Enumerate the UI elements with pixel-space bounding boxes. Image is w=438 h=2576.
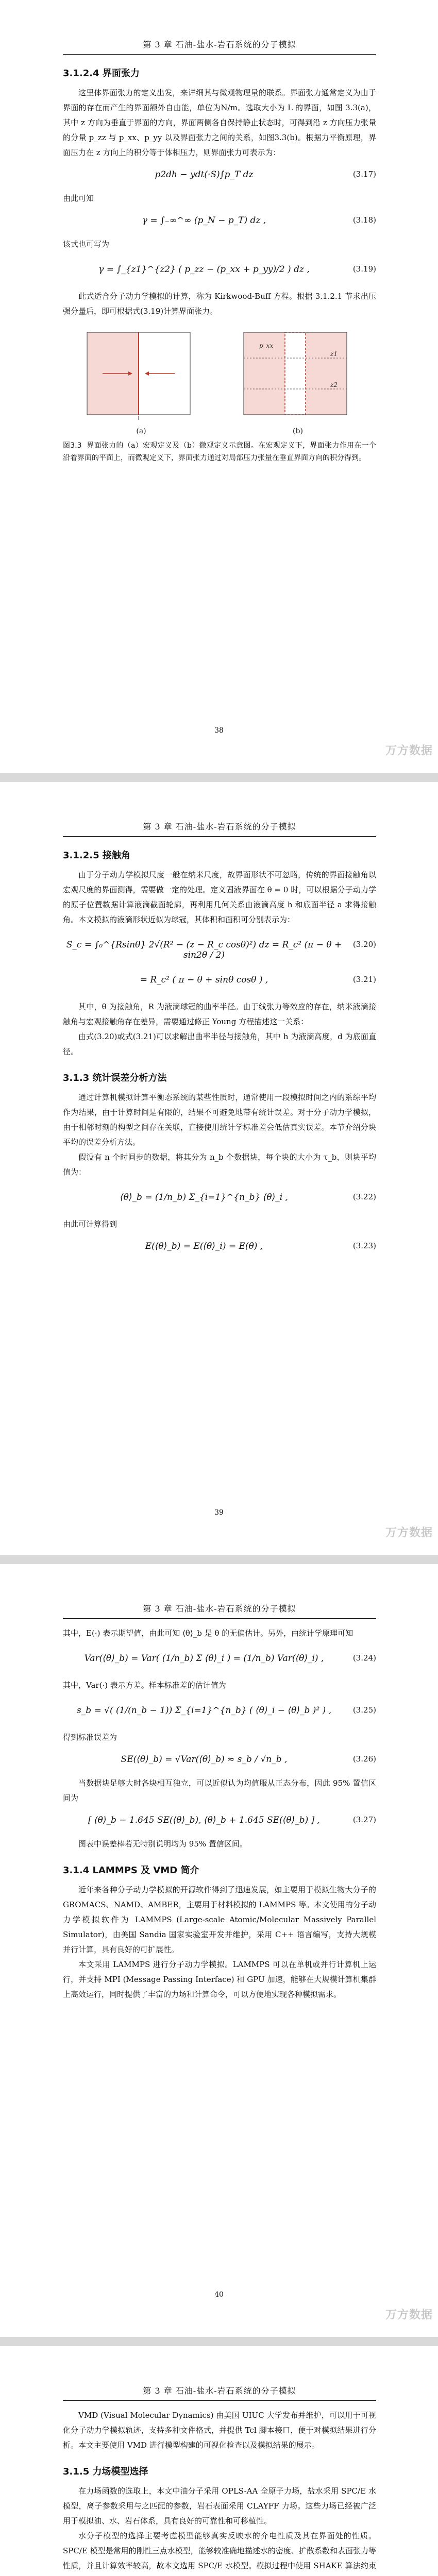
caption-text: 界面张力的（a）宏观定义及（b）微观定义示意图。在宏观定义下，界面张力作用在一个沿着界面的平面上，而微观定义下，界面张力通过对局部压力张量在垂直界面方向的积分得到。 bbox=[63, 442, 376, 462]
paragraph: 此式适合分子动力学模拟的计算，称为 Kirkwood-Buff 方程。根据 3.1.2.1 节求出压强分量后，即可根据式(3.19)计算界面张力。 bbox=[63, 292, 376, 316]
caption-label: 图3.3 bbox=[63, 442, 82, 450]
equation-body: γ = ∫₋∞^∞ (p_N − p_T) dz , bbox=[142, 215, 266, 226]
equation bbox=[63, 1182, 376, 1215]
equation bbox=[63, 1695, 376, 1728]
figure-panel-b bbox=[228, 327, 367, 435]
panel-b-diagram bbox=[228, 327, 362, 425]
equation-body: Var(⟨θ⟩_b) = Var( (1/n_b) Σ ⟨θ⟩_i ) = (1/n_b) Var(⟨θ⟩_i) , bbox=[84, 1653, 324, 1664]
equation-number: (3.19) bbox=[352, 264, 376, 274]
equation-number: (3.20) bbox=[352, 940, 376, 949]
panel-b-label: (b) bbox=[293, 427, 303, 435]
page-number: 40 bbox=[214, 2291, 224, 2299]
equation-number: (3.17) bbox=[352, 170, 376, 179]
paragraph: 假设有 n 个时间步的数据，将其分为 n_b 个数据块，每个块的大小为 τ_b，则块平均值为： bbox=[63, 1153, 376, 1177]
paragraph: 由此可计算得到 bbox=[63, 1219, 117, 1229]
paragraph: 由于分子动力学模拟尺度一般在纳米尺度，故界面形状不可忽略，传统的界面接触角以宏观尺度的界面测得，需要做一定的处理。定义固液界面在 θ = 0 时，可以根据分子动力学的原子位置数据计算液滴截面轮廓，再利用几何关系由液滴高度 h 和底面半径 a 求得接触角。本文模拟的液滴形状近似为球冠，其体积和面积可分别表示为： bbox=[63, 870, 376, 924]
paragraph: 由式(3.20)或式(3.21)可以求解出曲率半径与接触角，其中 h 为液滴高度，d 为底面直径。 bbox=[63, 1032, 376, 1056]
paragraph: VMD (Visual Molecular Dynamics) 由美国 UIUC 大学发布并维护，可以用于可视化分子动力学模拟轨迹，支持多种文件格式，并提供 Tcl 脚本接口，便于对模拟结果进行分析。本文主要使用 VMD 进行模型构建的可视化检查以及模拟结果的展示。 bbox=[63, 2411, 376, 2450]
section-heading: 3.1.2.5 接触角 bbox=[63, 850, 130, 861]
equation bbox=[63, 1808, 376, 1835]
paragraph: 水分子模型的选择主要考虑模型能够真实反映水的介电性质及其在界面处的性质。SPC/E 模型是常用的刚性三点水模型，能够较准确地描述水的密度、扩散系数和表面张力等性质，并且计算效率较高，故本文选用 SPC/E 水模型。模拟过程中使用 SHAKE 算法约束 bbox=[63, 2531, 376, 2570]
paragraph: 当数据块足够大时各块相互独立，可以近似认为均值服从正态分布，因此 95% 置信区间为 bbox=[63, 1778, 376, 1803]
paragraph: 本文采用 LAMMPS 进行分子动力学模拟。LAMMPS 可以在单机或并行计算机上运行，并支持 MPI (Message Passing Interface) 和 GPU 加速，能够在大规模计算机集群上高效运行，同时提供了丰富的力场和计算命令，可以方便地实现各种模拟需求。 bbox=[63, 1960, 376, 1999]
equation-body: S_c = ∫₀^{Rsinθ} 2√(R² − (z − R_c cosθ)²) dz = R_c² (π − θ + sin2θ / 2) bbox=[66, 940, 342, 960]
equation-body: [ ⟨θ⟩_b − 1.645 SE(⟨θ⟩_b), ⟨θ⟩_b + 1.645 SE(⟨θ⟩_b) ] , bbox=[88, 1815, 321, 1825]
paragraph: 图表中误差棒若无特别说明均为 95% 置信区间。 bbox=[78, 1839, 247, 1849]
equation bbox=[63, 208, 376, 235]
panel-b-tag-z2: z2 bbox=[330, 381, 338, 388]
page-39 bbox=[0, 782, 438, 1555]
running-head: 第 3 章 石油-盐水-岩石系统的分子模拟 bbox=[63, 2346, 376, 2401]
paragraph: 这里体界面张力的定义出发，来详细其与微观物理量的联系。界面张力通常定义为由于界面的存在而产生的界面额外自由能，单位为N/m。选取大小为 L 的界面，如图 3.3(a)，其中 z 方向为垂直于界面的方向，界面两侧各自保持静止状态时，可得到沿 z 方向压力张量的分量 p_zz 与 p_xx、p_yy 以及界面张力之间的关系，如图3.3(b)。根据力平衡原理，界面压力在 z 方向上的积分等于体相压力，则界面张力可表示为： bbox=[63, 88, 376, 157]
running-head: 第 3 章 石油-盐水-岩石系统的分子模拟 bbox=[63, 782, 376, 837]
equation bbox=[63, 1747, 376, 1774]
panel-a-label: (a) bbox=[136, 427, 146, 435]
page-number: 38 bbox=[214, 726, 224, 735]
panel-a-diagram bbox=[72, 327, 206, 425]
paragraph: 近年来各种分子动力学模拟的开源软件得到了迅速发展，如主要用于模拟生物大分子的 GROMACS、NAMD、AMBER，主要用于材料模拟的 LAMMPS 等。本文使用的分子动力学模拟软件为 LAMMPS (Large-scale Atomic/Molecular Massively Parallel Simulator)，由美国 Sandia 国家实验室开发并维护，采用 C++ 语言编写，支持大规模并行计算，具有良好的可扩展性。 bbox=[63, 1885, 376, 1954]
equation-number: (3.27) bbox=[352, 1815, 376, 1824]
panel-b-tag-pxx: p_xx bbox=[259, 342, 274, 349]
paragraph: 其中，Var(·) 表示方差。样本标准差的估计值为 bbox=[63, 1681, 226, 1690]
page-number: 39 bbox=[214, 1509, 224, 1517]
equation bbox=[63, 1643, 376, 1676]
running-head: 第 3 章 石油-盐水-岩石系统的分子模拟 bbox=[63, 0, 376, 55]
page-40 bbox=[0, 1564, 438, 2337]
paragraph: 得到标准误差为 bbox=[63, 1733, 117, 1742]
equation-number: (3.26) bbox=[352, 1754, 376, 1764]
watermark: 万方数据 bbox=[385, 2309, 433, 2321]
equation-body: p2dh − ydt(·S)∫p_T dz bbox=[155, 170, 254, 180]
equation-number: (3.23) bbox=[352, 1241, 376, 1250]
paragraph: 其中，E(·) 表示期望值，由此可知 ⟨θ⟩_b 是 θ 的无偏估计。另外，由统计学原理可知 bbox=[63, 1629, 353, 1638]
figure-3-3 bbox=[63, 327, 376, 435]
equation-body: SE(⟨θ⟩_b) = √Var(⟨θ⟩_b) ≈ s_b / √n_b , bbox=[121, 1754, 288, 1765]
equation-number: (3.25) bbox=[352, 1705, 376, 1715]
equation-body: s_b = √( (1/(n_b − 1)) Σ_{i=1}^{n_b} ( ⟨θ⟩_i − ⟨θ⟩_b )² ) , bbox=[76, 1705, 332, 1716]
section-heading: 3.1.5 力场模型选择 bbox=[63, 2466, 148, 2477]
equation-number: (3.22) bbox=[352, 1192, 376, 1201]
equation bbox=[63, 1234, 376, 1261]
section-heading: 3.1.3 统计误差分析方法 bbox=[63, 1073, 167, 1083]
paragraph: 在力场函数的选取上，本文中油分子采用 OPLS-AA 全原子力场，盐水采用 SPC/E 水模型，离子参数采用与之匹配的参数，岩石表面采用 CLAYFF 力场。这些力场已经被广泛用于模拟油、水、岩石体系，具有良好的可靠性和可移植性。 bbox=[63, 2486, 376, 2526]
equation bbox=[63, 964, 376, 997]
equation-body: γ = ∫_{z1}^{z2} ( p_zz − (p_xx + p_yy)/2 ) dz , bbox=[98, 264, 310, 275]
page-38 bbox=[0, 0, 438, 773]
watermark: 万方数据 bbox=[385, 1527, 433, 1539]
paragraph: 其中，θ 为接触角，R 为液滴球冠的曲率半径。由于线张力等效应的存在，纳米液滴接触角与宏观接触角存在差异，需要通过修正 Young 方程描述这一关系： bbox=[63, 1002, 376, 1026]
equation-body: ⟨θ⟩_b = (1/n_b) Σ_{i=1}^{n_b} ⟨θ⟩_i , bbox=[120, 1192, 288, 1202]
watermark: 万方数据 bbox=[385, 744, 433, 757]
figure-caption bbox=[63, 439, 376, 464]
equation-number: (3.21) bbox=[352, 975, 376, 984]
equation-number: (3.24) bbox=[352, 1653, 376, 1663]
section-heading: 3.1.2.4 界面张力 bbox=[63, 68, 140, 79]
equation bbox=[63, 929, 376, 962]
paragraph: 由此可知 bbox=[63, 194, 94, 203]
equation-number: (3.18) bbox=[352, 215, 376, 225]
figure-panel-a bbox=[72, 327, 211, 435]
equation bbox=[63, 254, 376, 287]
page-41 bbox=[0, 2346, 438, 2576]
equation-body: = R_c² ( π − θ + sinθ cosθ ) , bbox=[140, 975, 268, 985]
running-head: 第 3 章 石油-盐水-岩石系统的分子模拟 bbox=[63, 1564, 376, 1619]
equation-body: E(⟨θ⟩_b) = E(⟨θ⟩_i) = E(θ) , bbox=[145, 1241, 263, 1251]
equation bbox=[63, 162, 376, 189]
paragraph: 通过计算机模拟计算平衡态系统的某些性质时，通常使用一段模拟时间之内的系综平均作为结果，由于计算时间是有限的，结果不可避免地带有统计误差。对于分子动力学模拟，由于相邻时刻的构型之间存在关联，直接使用统计学标准差会低估真实误差。本节介绍分块平均的误差分析方法。 bbox=[63, 1093, 376, 1147]
section-heading: 3.1.4 LAMMPS 及 VMD 简介 bbox=[63, 1865, 199, 1876]
paragraph: 该式也可写为 bbox=[63, 240, 110, 249]
panel-b-tag-z1: z1 bbox=[330, 350, 338, 358]
